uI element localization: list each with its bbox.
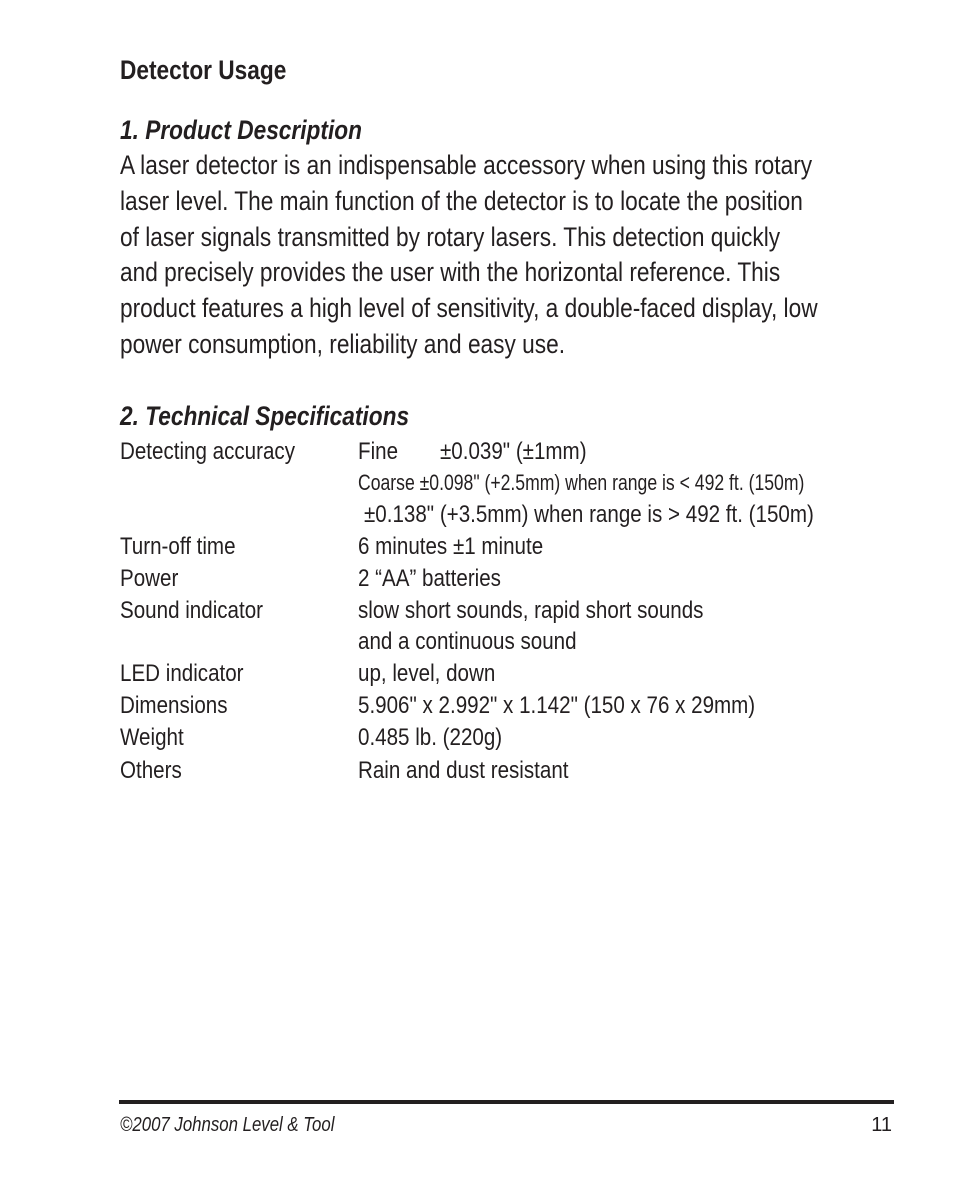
- product-description-paragraph: [120, 148, 950, 363]
- paragraph-line: power consumption, reliability and easy use.: [120, 328, 566, 359]
- page-number-text: 11: [871, 1114, 892, 1136]
- spec-value: 6 minutes ±1 minute: [358, 533, 544, 560]
- spec-row-dimensions: [120, 690, 900, 722]
- spec-label: Others: [120, 757, 182, 784]
- fine-value: ±0.039" (±1mm): [440, 438, 587, 465]
- spec-value: 0.485 lb. (220g): [358, 724, 503, 751]
- technical-specifications-heading-text: 2. Technical Specifications: [120, 401, 410, 431]
- technical-specifications-heading: [120, 400, 464, 432]
- page-title-text: Detector Usage: [120, 55, 287, 85]
- spec-label: Detecting accuracy: [120, 438, 296, 465]
- spec-row-sound-indicator: [120, 595, 900, 627]
- spec-row-sound-indicator-2: [120, 626, 900, 658]
- page-number: [871, 1112, 892, 1138]
- spec-label: Turn-off time: [120, 533, 236, 560]
- product-description-heading-text: 1. Product Description: [120, 115, 362, 145]
- paragraph-line: and precisely provides the user with the horizontal reference. This: [120, 257, 781, 288]
- spec-value: up, level, down: [358, 660, 496, 687]
- spec-row-detecting-accuracy: [120, 436, 900, 468]
- footer-copyright-text: ©2007 Johnson Level & Tool: [120, 1114, 335, 1136]
- coarse-value: Coarse ±0.098" (+2.5mm) when range is < 492 ft. (150m): [358, 470, 805, 495]
- page-title: [120, 54, 318, 86]
- coarse-value-2: ±0.138" (+3.5mm) when range is > 492 ft. (150m): [364, 501, 814, 528]
- footer-copyright: [120, 1112, 375, 1138]
- spec-label: Power: [120, 565, 179, 592]
- spec-label: Weight: [120, 724, 184, 751]
- paragraph-line: product features a high level of sensitivity, a double-faced display, low: [120, 293, 818, 324]
- fine-label: Fine: [358, 438, 399, 465]
- spec-value: 2 “AA” batteries: [358, 565, 501, 592]
- spec-label: Dimensions: [120, 692, 228, 719]
- spec-value: and a continuous sound: [358, 628, 577, 655]
- spec-row-weight: [120, 722, 900, 754]
- spec-row-coarse: [120, 467, 900, 499]
- spec-row-led-indicator: [120, 658, 900, 690]
- product-description-heading: [120, 114, 408, 146]
- spec-label: LED indicator: [120, 660, 244, 687]
- paragraph-line: A laser detector is an indispensable accessory when using this rotary: [120, 150, 813, 180]
- spec-row-others: [120, 755, 900, 787]
- paragraph-line: of laser signals transmitted by rotary lasers. This detection quickly: [120, 221, 781, 252]
- spec-value: Rain and dust resistant: [358, 757, 569, 784]
- spec-row-coarse-2: [120, 499, 900, 531]
- spec-row-power: [120, 563, 900, 595]
- spec-label: Sound indicator: [120, 597, 264, 624]
- spec-value: slow short sounds, rapid short sounds: [358, 597, 704, 624]
- footer-divider: [119, 1100, 894, 1104]
- spec-row-turn-off-time: [120, 531, 900, 563]
- spec-value: 5.906" x 2.992" x 1.142" (150 x 76 x 29mm): [358, 692, 756, 719]
- paragraph-line: laser level. The main function of the detector is to locate the position: [120, 185, 803, 216]
